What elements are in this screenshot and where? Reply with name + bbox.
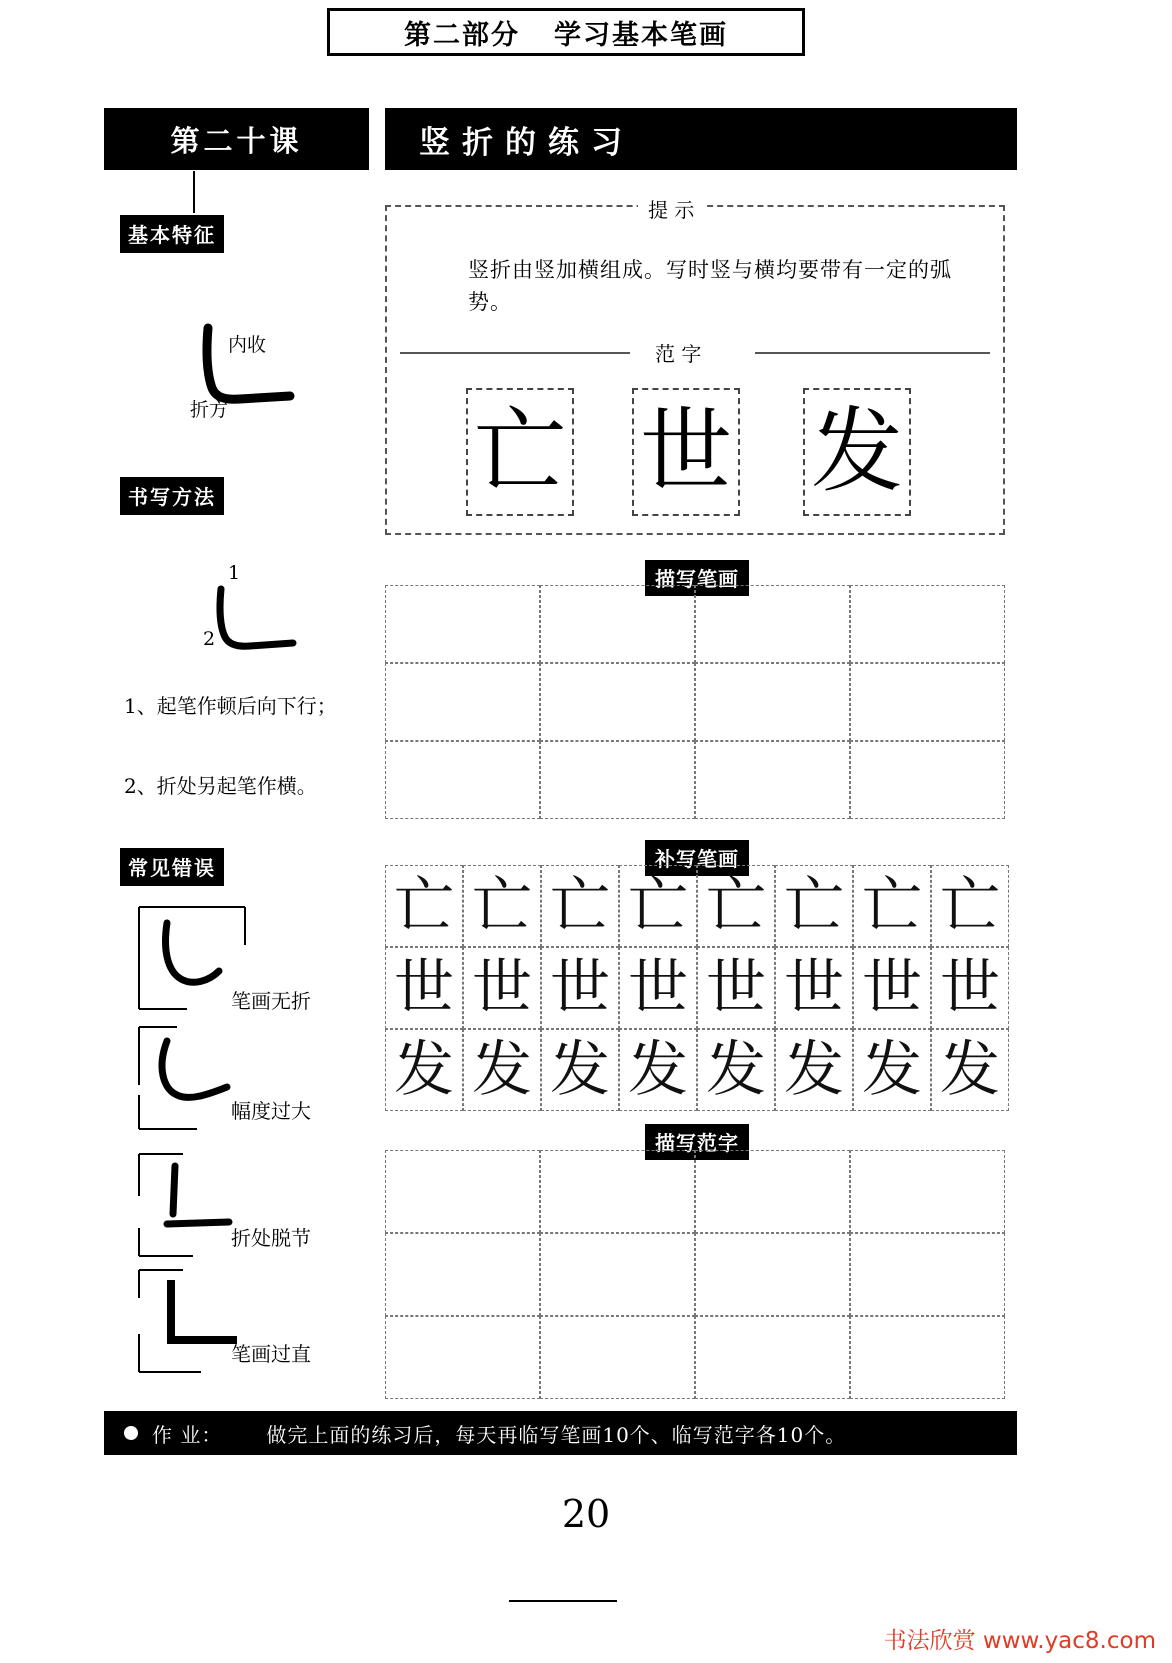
section-tag-basic-features: 基本特征 — [120, 215, 224, 253]
part-banner — [327, 8, 805, 56]
error-label-1: 笔画无折 — [231, 989, 311, 1013]
practice-cell[interactable] — [540, 1150, 695, 1233]
error-label-2: 幅度过大 — [231, 1099, 311, 1123]
complete-stroke-label: 补写笔画 — [645, 840, 749, 876]
practice-cell[interactable]: 亡 — [775, 865, 853, 947]
practice-cell[interactable] — [850, 1233, 1005, 1316]
practice-cell[interactable] — [385, 585, 540, 663]
tip-panel-label: 提 示 — [638, 194, 704, 223]
practice-cell[interactable] — [540, 1233, 695, 1316]
practice-cell[interactable] — [850, 585, 1005, 663]
practice-cell[interactable]: 世 — [931, 947, 1009, 1029]
practice-cell[interactable]: 世 — [463, 947, 541, 1029]
model-panel-label: 范 字 — [645, 338, 711, 367]
homework-bar — [104, 1411, 1017, 1455]
lesson-tag: 第二十课 — [104, 108, 369, 170]
practice-cell[interactable] — [695, 741, 850, 819]
practice-cell[interactable] — [385, 663, 540, 741]
practice-cell[interactable]: 世 — [697, 947, 775, 1029]
section-tag-common-errors: 常见错误 — [120, 848, 224, 886]
tip-text: 竖折由竖加横组成。写时竖与横均要带有一定的弧势。 — [468, 258, 952, 314]
practice-cell[interactable] — [540, 663, 695, 741]
feature-label-turn: 折方 — [190, 399, 229, 421]
practice-cell[interactable]: 世 — [619, 947, 697, 1029]
practice-cell[interactable]: 世 — [853, 947, 931, 1029]
homework-text: 做完上面的练习后，每天再临写笔画10个、临写范字各10个。 — [266, 1422, 847, 1447]
practice-cell[interactable] — [850, 1150, 1005, 1233]
practice-cell[interactable]: 世 — [385, 947, 463, 1029]
stroke-order-number-2: 2 — [203, 628, 216, 650]
practice-cell[interactable]: 发 — [385, 1029, 463, 1111]
footer-rule — [509, 1600, 617, 1602]
practice-cell[interactable]: 亡 — [385, 865, 463, 947]
practice-cell[interactable]: 亡 — [697, 865, 775, 947]
lesson-title: 竖折的练习 — [385, 108, 1017, 170]
practice-cell[interactable]: 亡 — [619, 865, 697, 947]
error-label-3: 折处脱节 — [231, 1226, 311, 1250]
practice-cell[interactable] — [850, 663, 1005, 741]
trace-stroke-label: 描写笔画 — [645, 560, 749, 596]
practice-cell[interactable] — [695, 1150, 850, 1233]
practice-cell[interactable] — [695, 1316, 850, 1399]
section-tag-writing-method: 书写方法 — [120, 477, 224, 515]
practice-cell[interactable]: 世 — [541, 947, 619, 1029]
practice-cell[interactable]: 发 — [541, 1029, 619, 1111]
part-banner-inner — [404, 13, 728, 52]
bullet-icon — [124, 1426, 138, 1440]
practice-cell[interactable] — [695, 663, 850, 741]
model-label-rule-right — [755, 352, 990, 354]
practice-cell[interactable]: 发 — [775, 1029, 853, 1111]
practice-cell[interactable] — [385, 1233, 540, 1316]
practice-cell[interactable] — [850, 1316, 1005, 1399]
watermark: 书法欣赏 www.yac8.com — [883, 1628, 1156, 1654]
header-connector-rule — [193, 171, 195, 213]
practice-cell[interactable]: 发 — [931, 1029, 1009, 1111]
practice-cell[interactable] — [850, 741, 1005, 819]
practice-cell[interactable]: 发 — [697, 1029, 775, 1111]
error-label-4: 笔画过直 — [231, 1342, 311, 1366]
part-label: 第二部分 — [404, 19, 520, 51]
practice-cell[interactable] — [385, 1316, 540, 1399]
practice-cell[interactable] — [385, 1150, 540, 1233]
model-character-3: 发 — [803, 388, 911, 516]
part-title: 学习基本笔画 — [554, 19, 728, 51]
model-character-1: 亡 — [466, 388, 574, 516]
practice-cell[interactable]: 亡 — [463, 865, 541, 947]
feature-label-inner: 内收 — [228, 334, 267, 356]
practice-cell[interactable]: 发 — [853, 1029, 931, 1111]
practice-cell[interactable]: 亡 — [853, 865, 931, 947]
practice-cell[interactable]: 亡 — [931, 865, 1009, 947]
model-character-2: 世 — [632, 388, 740, 516]
practice-cell[interactable] — [540, 1316, 695, 1399]
practice-cell[interactable] — [540, 741, 695, 819]
practice-cell[interactable]: 发 — [619, 1029, 697, 1111]
practice-cell[interactable] — [695, 585, 850, 663]
practice-cell[interactable]: 发 — [463, 1029, 541, 1111]
method-step-2: 2、折处另起笔作横。 — [124, 774, 317, 798]
homework-key: 作 业： — [152, 1422, 223, 1447]
practice-cell[interactable]: 世 — [775, 947, 853, 1029]
method-step-1: 1、起笔作顿后向下行； — [124, 694, 337, 718]
trace-model-label: 描写范字 — [645, 1124, 749, 1160]
practice-cell[interactable] — [695, 1233, 850, 1316]
method-stroke-glyph — [205, 585, 305, 655]
practice-cell[interactable]: 亡 — [541, 865, 619, 947]
stroke-order-number-1: 1 — [228, 562, 241, 584]
model-label-rule-left — [400, 352, 630, 354]
practice-cell[interactable] — [540, 585, 695, 663]
practice-cell[interactable] — [385, 741, 540, 819]
page-number: 20 — [561, 1492, 611, 1536]
